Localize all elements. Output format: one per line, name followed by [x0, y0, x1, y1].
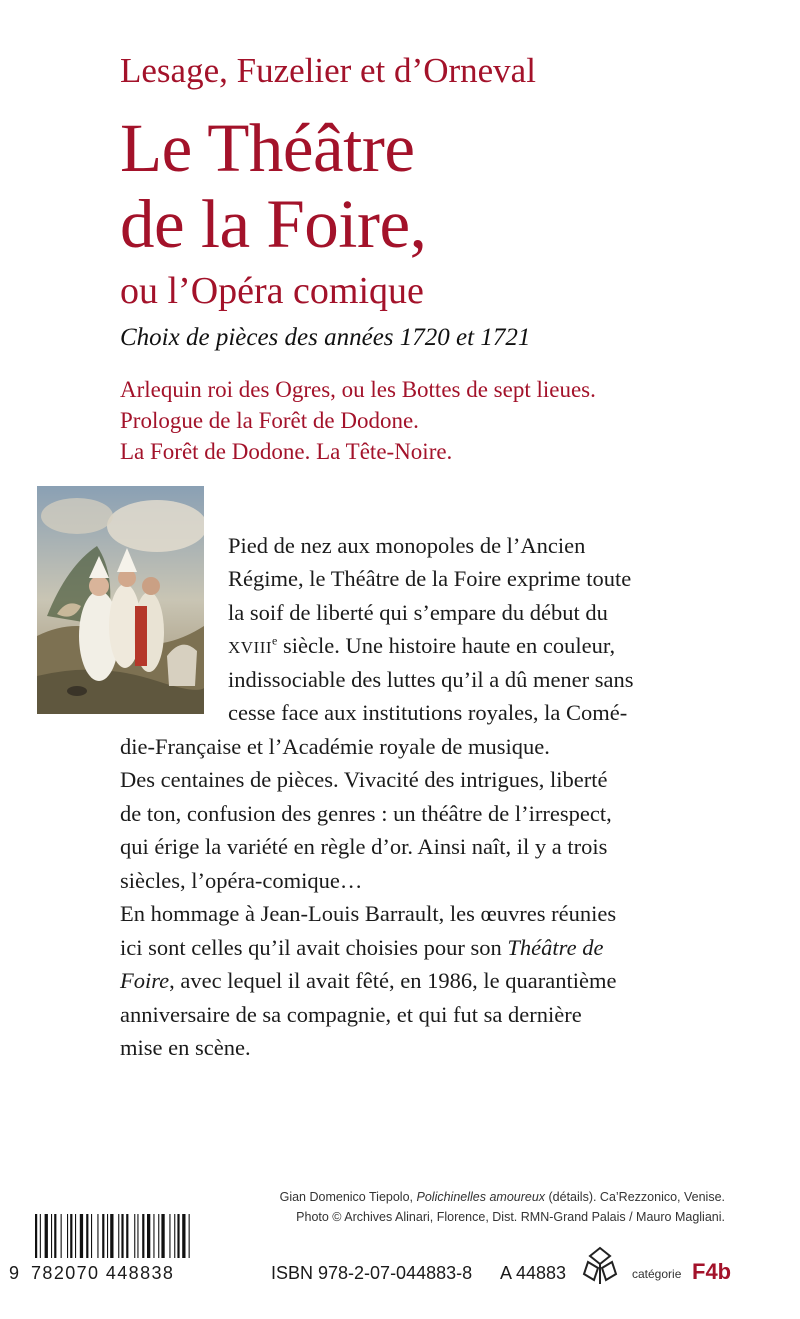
barcode-bar [161, 1214, 164, 1258]
barcode-bar [51, 1214, 52, 1258]
barcode-bar [75, 1214, 76, 1258]
barcode-bar [91, 1214, 92, 1258]
barcode-bar [137, 1214, 138, 1258]
barcode-bar [70, 1214, 72, 1258]
barcode-bar [54, 1214, 56, 1258]
blurb-line-text: siècle. Une histoire haute en couleur, [277, 633, 616, 658]
blurb-line: siècles, l’opéra-comique… [120, 868, 363, 893]
barcode-digits [9, 1262, 174, 1284]
product-code: A 44883 [500, 1263, 567, 1283]
publisher-logo-icon [580, 1244, 620, 1286]
category-label: catégorie [632, 1267, 682, 1281]
barcode-bar [67, 1214, 68, 1258]
book-subtitle: ou l’Opéra comique [120, 270, 424, 312]
barcode-bar [169, 1214, 170, 1258]
blurb-line: die-Française et l’Académie royale de musique. [120, 734, 550, 759]
century-numeral: XVIII [228, 638, 273, 657]
blurb-line [228, 629, 615, 665]
blurb-line [120, 964, 616, 998]
barcode-bar [182, 1214, 185, 1258]
barcode-bar [61, 1214, 62, 1258]
barcode-bar [121, 1214, 123, 1258]
barcode-bar [134, 1214, 135, 1258]
isbn-number: ISBN 978-2-07-044883-8 [271, 1263, 473, 1283]
blurb-line: la soif de liberté qui s’empare du début du [228, 600, 608, 625]
blurb-line: Des centaines de pièces. Vivacité des intrigues, liberté [120, 767, 608, 792]
barcode-lead-digit: 9 [9, 1263, 21, 1283]
blurb-line: mise en scène. [120, 1035, 251, 1060]
blurb-line: de ton, confusion des genres : un théâtre de l’irrespect, [120, 801, 612, 826]
blurb-line: qui érige la variété en règle d’or. Ainsi naît, il y a trois [120, 834, 608, 859]
barcode-bar [174, 1214, 175, 1258]
piece-title: Arlequin roi des Ogres, ou les Bottes de sept lieues. [120, 377, 596, 402]
blurb-line: En hommage à Jean-Louis Barrault, les œuvres réunies [120, 901, 617, 926]
barcode-bar [153, 1214, 154, 1258]
barcode-bar [97, 1214, 98, 1258]
blurb-line-text: ici sont celles qu’il avait choisies pour son [120, 935, 508, 960]
work-title: Foire [120, 968, 170, 993]
barcode-bar [177, 1214, 179, 1258]
barcode-number: 782070 448838 [31, 1263, 175, 1283]
century-superscript: e [272, 633, 278, 648]
barcode-bar [147, 1214, 150, 1258]
barcode-bar [107, 1214, 108, 1258]
book-title-line-1: Le Théâtre [120, 110, 415, 186]
blurb-line-text: , avec lequel il avait fêté, en 1986, le quarantième [169, 968, 617, 993]
barcode-bar [189, 1214, 190, 1258]
barcode-bar [45, 1214, 48, 1258]
barcode-bar [110, 1214, 113, 1258]
barcode-bar [86, 1214, 88, 1258]
blurb-line [120, 931, 603, 965]
barcode-bar [102, 1214, 104, 1258]
piece-title: Prologue de la Forêt de Dodone. [120, 408, 419, 433]
barcode-bar [35, 1214, 37, 1258]
author-names: Lesage, Fuzelier et d’Orneval [120, 51, 536, 90]
barcode-bar [126, 1214, 128, 1258]
blurb-line: Pied de nez aux monopoles de l’Ancien [228, 533, 586, 558]
barcode-bar [118, 1214, 119, 1258]
blurb-line: cesse face aux institutions royales, la Comé- [228, 700, 628, 725]
blurb-line: anniversaire de sa compagnie, et qui fut sa dernière [120, 1002, 582, 1027]
category-code: F4b [692, 1259, 732, 1284]
image-credit-line: Gian Domenico Tiepolo, Polichinelles amoureux (détails). Ca’Rezzonico, Venise. [279, 1190, 725, 1204]
barcode-bar [158, 1214, 159, 1258]
cover-painting-image [37, 486, 204, 714]
barcode-bar [80, 1214, 83, 1258]
selection-note: Choix de pièces des années 1720 et 1721 [120, 324, 531, 351]
piece-title: La Forêt de Dodone. La Tête-Noire. [120, 439, 453, 464]
barcode-bar [40, 1214, 41, 1258]
book-title-line-2: de la Foire, [120, 186, 427, 262]
blurb-line: Régime, le Théâtre de la Foire exprime toute [228, 566, 632, 591]
work-title: Théâtre de [507, 935, 604, 960]
blurb-line: indissociable des luttes qu’il a dû mener sans [228, 667, 634, 692]
barcode-bar [142, 1214, 144, 1258]
photo-credit-line: Photo © Archives Alinari, Florence, Dist. RMN-Grand Palais / Mauro Magliani. [296, 1210, 725, 1224]
